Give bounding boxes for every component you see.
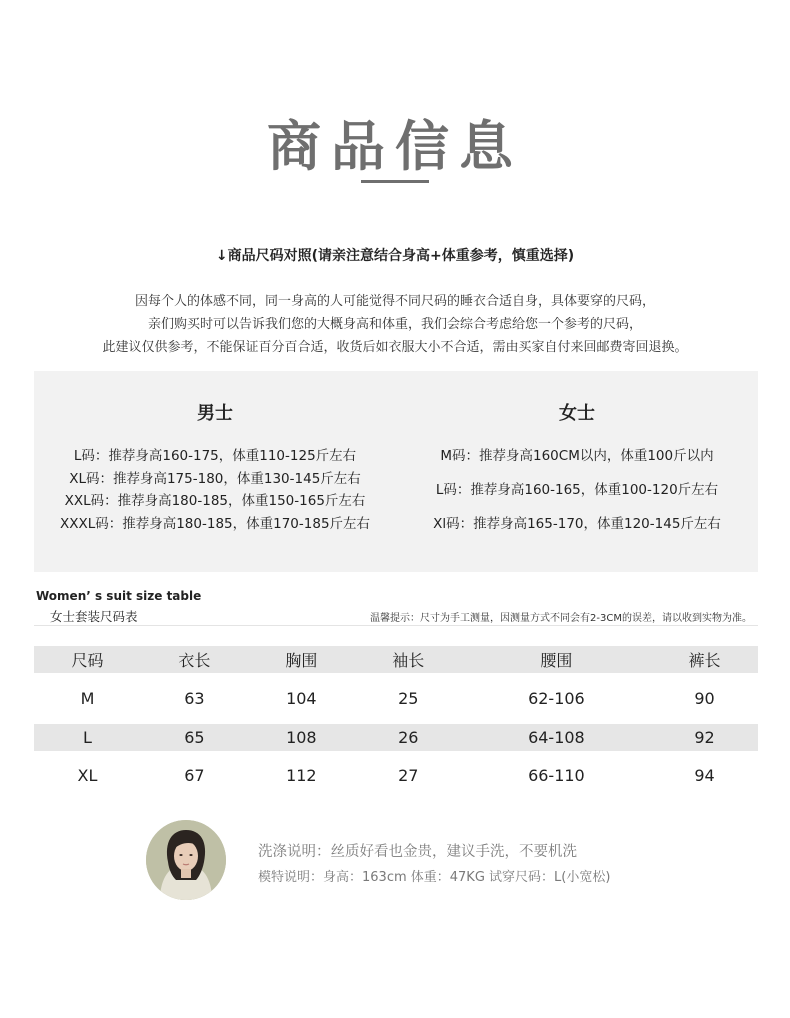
table-header-cell: 尺码 <box>34 646 141 673</box>
intro-line: 亲们购买时可以告诉我们您的大概身高和体重，我们会综合考虑给您一个参考的尺码， <box>147 317 642 332</box>
women-size-row: M码：推荐身高160CM以内，体重100斤以内 <box>440 448 714 464</box>
men-size-row: XL码：推荐身高175-180，体重130-145斤左右 <box>69 470 361 487</box>
men-size-row: L码：推荐身高160-175，体重110-125斤左右 <box>73 448 357 464</box>
table-cell: 67 <box>184 766 205 785</box>
table-cell: 26 <box>355 724 462 751</box>
tip-divider <box>34 625 758 626</box>
table-row <box>34 724 758 751</box>
table-cell: 104 <box>286 689 317 708</box>
intro-text <box>0 290 790 359</box>
table-header-cell: 裤长 <box>651 646 758 673</box>
table-cell: 64-108 <box>462 724 651 751</box>
table-cell: 25 <box>398 689 419 708</box>
men-size-row: XXL码：推荐身高180-185，体重150-165斤左右 <box>64 493 366 509</box>
table-header-cell: 袖长 <box>355 646 462 673</box>
table-header-row <box>34 646 758 673</box>
women-size-list <box>396 439 758 541</box>
table-cell: 112 <box>286 766 317 785</box>
size-table <box>34 646 758 800</box>
table-cell: XL <box>77 766 98 785</box>
table-cell: 63 <box>184 689 205 708</box>
table-cell: 62-106 <box>528 689 585 708</box>
table-cell: 66-110 <box>528 766 585 785</box>
size-table-title-cn: 女士套装尺码表 <box>50 609 138 624</box>
model-portrait-image <box>146 820 226 900</box>
table-header-cell: 衣长 <box>141 646 248 673</box>
model-avatar <box>146 820 226 900</box>
women-heading: 女士 <box>559 403 595 424</box>
title-underline <box>361 180 429 183</box>
table-cell: 27 <box>398 766 419 785</box>
women-size-row: Xl码：推荐身高165-170，体重120-145斤左右 <box>433 516 721 532</box>
table-header-cell: 腰围 <box>462 646 651 673</box>
table-cell: M <box>80 689 95 708</box>
gender-size-panel <box>34 371 758 572</box>
intro-line: 因每个人的体感不同，同一身高的人可能觉得不同尺码的睡衣合适自身，具体要穿的尺码， <box>134 294 655 309</box>
table-row <box>34 751 758 800</box>
table-cell: 65 <box>141 724 248 751</box>
table-cell: 94 <box>694 766 715 785</box>
men-size-row: XXXL码：推荐身高180-185，体重170-185斤左右 <box>59 515 371 532</box>
table-cell: L <box>34 724 141 751</box>
men-size-list <box>34 445 396 535</box>
measurement-tip: 温馨提示：尺寸为手工测量，因测量方式不同会有2-3CM的误差，请以收到实物为准。 <box>370 613 752 624</box>
women-size-row: L码：推荐身高160-165，体重100-120斤左右 <box>435 482 719 498</box>
men-heading: 男士 <box>197 403 233 424</box>
size-table-title-en: Women’ s suit size table <box>36 589 202 603</box>
care-instructions: 洗涤说明：丝质好看也金贵，建议手洗，不要机洗 <box>258 844 577 860</box>
size-reference-heading: ↓商品尺码对照(请亲注意结合身高+体重参考，慎重选择) <box>215 248 575 264</box>
table-row <box>34 673 758 724</box>
table-cell: 92 <box>651 724 758 751</box>
table-header-cell: 胸围 <box>248 646 355 673</box>
page-title: 商品信息 <box>267 115 523 178</box>
intro-line: 此建议仅供参考，不能保证百分百合适，收货后如衣服大小不合适，需由买家自付来回邮费寄回退换。 <box>102 340 688 355</box>
table-cell: 90 <box>694 689 715 708</box>
table-cell: 108 <box>248 724 355 751</box>
model-info: 模特说明：身高：163cm 体重：47KG 试穿尺码：L(小宽松) <box>258 870 611 885</box>
